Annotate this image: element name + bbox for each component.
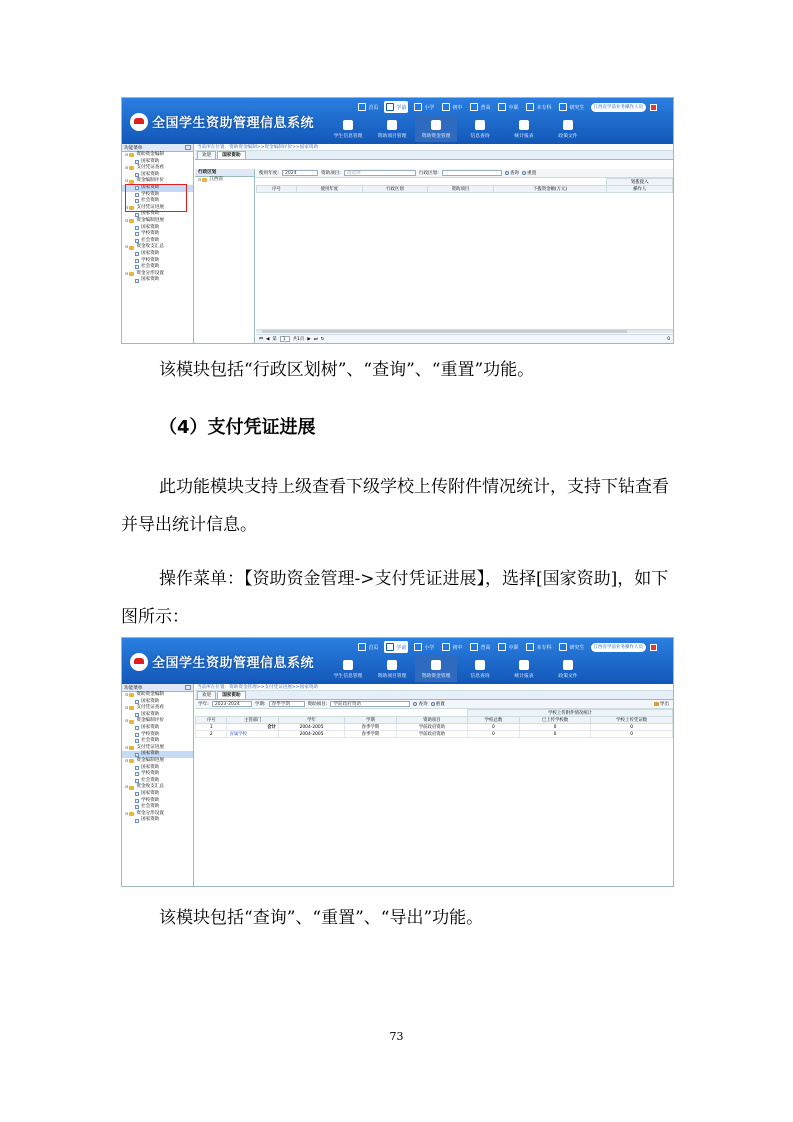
function-menu [122,144,194,343]
nav-preschool[interactable]: 学前 [384,641,408,653]
folder-icon [202,178,207,182]
level-nav [356,100,657,114]
scrollbar-thumb[interactable] [262,330,627,333]
paragraph-2: 此功能模块支持上级查看下级学校上传附件情况统计，支持下钻查看并导出统计信息。 [121,477,669,535]
search-doc-icon [475,120,485,130]
paragraph-4: 该模块包括“查询”、“重置”、“导出”功能。 [159,908,484,928]
folder-icon [129,219,134,223]
page-icon [135,232,139,236]
folder-icon [129,746,134,750]
role-select[interactable]: 江西省学前业务操作人员 [591,103,647,112]
folder-icon [129,786,134,790]
first-page-icon[interactable]: ⏮ [259,337,263,342]
page-icon [135,805,139,809]
menu-group[interactable]: ⊟ 资金分形设置 [122,811,193,818]
tab-bar [195,151,673,160]
menu-item[interactable]: 国家资助 [122,817,193,824]
col-header: 资助项目 [428,186,494,193]
app-logo [130,652,314,671]
page-icon [135,733,139,737]
menu-group[interactable]: ⊟ 资金分形设置 [122,271,193,278]
page-icon [135,713,139,717]
page-icon [135,700,139,704]
folder-icon [129,272,134,276]
menu-item[interactable]: 国家资助 [122,725,193,732]
year-select[interactable]: 2024 [282,170,318,176]
folder-icon [129,759,134,763]
graduation-cap-icon [526,643,534,651]
page-icon [135,213,139,217]
module-funds[interactable]: 资助资金管理 [415,656,457,682]
screenshot-fund-evaluation [121,97,674,344]
menu-item[interactable]: 国家资助 [122,277,193,284]
briefcase-icon [387,120,397,130]
table-row: 1 合计 2004-2005 春季学期 学前政府资助 0 0 0 [196,724,673,731]
module-policy[interactable]: 政策文件 [547,656,589,682]
page-icon [135,226,139,230]
menu-group[interactable]: ⊟ 支付凭证进展 [122,745,193,752]
module-project[interactable]: 资助项目管理 [371,116,413,142]
folder-icon [129,812,134,816]
menu-item[interactable]: 国家资助 [122,251,193,258]
col-header: 序号 [257,186,297,193]
page-icon [135,792,139,796]
col-header: 学校总数 [468,717,520,724]
col-header: 学期 [345,717,397,724]
page-icon [135,252,139,256]
menu-item[interactable]: 学校资助 [122,258,193,265]
menu-item[interactable]: 学校资助 [122,798,193,805]
page-icon [135,799,139,803]
page-icon [135,772,139,776]
collapse-icon[interactable] [185,685,191,690]
drilldown-link[interactable]: 省属学校 [227,731,279,738]
group-header: 学校上传附件情况统计 [468,710,673,717]
query-button[interactable]: 查询 [505,170,519,176]
collapse-icon[interactable] [185,145,191,150]
col-header: 使用年度 [297,186,363,193]
breadcrumb: 当前所在位置：资助资金编制>>资金编制评价>>国家资助 [195,144,673,151]
reset-button[interactable]: 重置 [431,701,445,707]
menu-item[interactable]: 国家资助 [122,211,193,218]
logout-button[interactable] [650,644,657,651]
nav-home[interactable]: 首页 [356,101,380,113]
menu-item-selected[interactable]: 国家资助 [122,751,193,758]
primary-icon [414,103,422,111]
page-icon [135,259,139,263]
module-reports[interactable]: 统计报表 [503,116,545,142]
module-reports[interactable]: 统计报表 [503,656,545,682]
menu-item[interactable]: 学校资助 [122,231,193,238]
menu-group[interactable]: ⊟ 资金编制评价 [122,718,193,725]
folder-icon [129,166,134,170]
tab-bar [195,691,673,700]
module-student-info[interactable]: 学生信息管理 [327,656,369,682]
filter-bar: 学年: 2023-2024 学期: 春季学期 资助项目: 学前政府资助 查询 重置 导出 [195,700,673,709]
menu-item[interactable]: 社会资助 [122,198,193,205]
nav-graduate[interactable]: 研究生 [557,641,586,653]
funds-icon [431,120,441,130]
paragraph-1: 该模块包括“行政区划树”、“查询”、“重置”功能。 [159,360,535,380]
menu-group[interactable]: ⊟ 资金收支汇总 [122,784,193,791]
high-school-icon [470,643,478,651]
highlight-annotation [125,184,187,212]
function-menu-header: 功能菜单 [122,684,193,692]
junior-icon [442,103,450,111]
high-school-icon [470,103,478,111]
students-icon [343,120,353,130]
menu-item[interactable]: 学校资助 [122,732,193,739]
nav-primary[interactable]: 小学 [412,101,436,113]
module-query[interactable]: 信息查询 [459,656,501,682]
pie-chart-icon [519,120,529,130]
page-input[interactable]: 1 [280,336,290,342]
region-tree-header: 行政区划 [195,169,254,177]
reset-button[interactable]: 重置 [522,170,536,176]
graduate-icon [559,103,567,111]
module-bar [327,656,589,682]
main-panel [195,684,673,886]
menu-item[interactable]: 学校资助 [122,771,193,778]
tab-national-aid[interactable]: 国家资助 [217,691,245,699]
primary-icon [414,643,422,651]
filter-bar: 使用年度: 2024 资助项目: 请选择 行政区划: 查询 重置 [256,169,673,178]
menu-group[interactable]: ⊟ 资金编制进展 [122,218,193,225]
menu-item-selected[interactable]: 国家资助 [122,185,193,192]
project-select[interactable]: 学前政府资助 [330,701,410,707]
edit-doc-icon [563,120,573,130]
menu-item[interactable]: 国家资助 [122,225,193,232]
menu-group[interactable]: ⊟ 资助资金编制 [122,152,193,159]
logout-button[interactable] [650,104,657,111]
export-button[interactable]: 导出 [654,701,669,707]
nav-junior[interactable]: 初中 [440,641,464,653]
menu-item[interactable]: 社会资助 [122,238,193,245]
function-menu [122,684,194,886]
app-logo [130,112,314,131]
folder-icon [129,693,134,697]
junior-icon [442,643,450,651]
table-row: 2 省属学校 2004-2005 春季学期 学前政府资助 0 0 0 [196,731,673,738]
col-header: 资助项目 [396,717,468,724]
menu-item[interactable]: 学校资助 [122,192,193,199]
nav-vocational[interactable]: 中职 [496,641,520,653]
menu-group[interactable]: ⊟ 资金收支汇总 [122,244,193,251]
module-funds[interactable]: 资助资金管理 [415,116,457,142]
app-title: 全国学生资助管理信息系统 [152,656,315,671]
module-student-info[interactable]: 学生信息管理 [327,116,369,142]
home-icon [358,103,366,111]
nav-preschool[interactable]: 学前 [384,101,408,113]
menu-group[interactable]: ⊟ 资金编制评价 [122,178,193,185]
briefcase-icon [387,660,397,670]
page-icon [135,766,139,770]
main-panel [195,144,673,343]
nav-undergrad[interactable]: 本专科 [524,641,553,653]
menu-item[interactable]: 国家资助 [122,765,193,772]
menu-group[interactable]: ⊟ 支付凭证查看 [122,705,193,712]
module-bar [327,116,589,142]
page-icon [135,753,139,757]
pager: ⏮ ◀ 第 1 共1页 ▶ ⏭ ↻ 0 [256,334,673,343]
horizontal-scrollbar[interactable] [256,329,673,333]
edit-doc-icon [563,660,573,670]
menu-item[interactable]: 社会资助 [122,738,193,745]
module-query[interactable]: 信息查询 [459,116,501,142]
menu-item[interactable]: 社会资助 [122,778,193,785]
tab-welcome[interactable]: 欢迎 [197,151,216,159]
col-header: 操作人 [607,186,673,193]
app-header [122,638,673,684]
search-doc-icon [475,660,485,670]
refresh-icon[interactable]: ↻ [320,336,325,342]
term-select[interactable]: 春季学期 [269,701,305,707]
query-button[interactable]: 查询 [413,701,427,707]
function-menu-header: 功能菜单 [122,144,193,152]
menu-item[interactable]: 国家资助 [122,791,193,798]
nav-vocational[interactable]: 中职 [496,101,520,113]
folder-icon [129,153,134,157]
record-count: 0 [667,336,670,342]
folder-icon [129,720,134,724]
page-icon [135,819,139,823]
col-header: 学年 [279,717,345,724]
region-input[interactable] [442,170,502,176]
students-icon [343,660,353,670]
prev-page-icon[interactable]: ◀ [265,336,270,342]
page-icon [135,160,139,164]
logo-emblem-icon [130,113,148,131]
export-icon [654,702,659,706]
menu-group[interactable]: ⊟ 支付凭证进展 [122,205,193,212]
page-icon [135,239,139,243]
graduate-icon [559,643,567,651]
col-header: 行政区划 [362,186,428,193]
screenshot-payment-progress [121,637,674,887]
result-table [195,709,673,738]
nav-primary[interactable]: 小学 [412,641,436,653]
paragraph-3: 操作菜单：【资助资金管理->支付凭证进展】，选择[国家资助]，如下图所示： [121,569,669,627]
region-tree-pane [195,169,255,343]
nav-junior[interactable]: 初中 [440,101,464,113]
nav-graduate[interactable]: 研究生 [557,101,586,113]
menu-item[interactable]: 社会资助 [122,804,193,811]
preschool-icon [386,643,394,651]
reset-icon [522,171,526,175]
tab-welcome[interactable]: 欢迎 [197,691,216,699]
nav-high[interactable]: 普高 [468,641,492,653]
reset-icon [431,702,435,706]
menu-group[interactable]: ⊟ 资金编制进展 [122,758,193,765]
col-header: 主管部门 [227,717,279,724]
role-select[interactable]: 江西省学前业务操作人员 [591,643,647,652]
page-icon [135,265,139,269]
search-icon [505,171,509,175]
page-icon [135,173,139,177]
menu-group[interactable]: ⊟ 支付凭证查看 [122,165,193,172]
page-number: 73 [389,1030,404,1043]
vocational-icon [498,103,506,111]
page-icon [135,739,139,743]
graduation-cap-icon [526,103,534,111]
col-header: 下拨资金额(万元) [493,186,607,193]
logo-emblem-icon [130,653,148,671]
menu-group[interactable]: ⊟ 资助资金编制 [122,692,193,699]
app-header [122,98,673,144]
module-policy[interactable]: 政策文件 [547,116,589,142]
pie-chart-icon [519,660,529,670]
menu-item[interactable]: 国家资助 [122,699,193,706]
vocational-icon [498,643,506,651]
home-icon [358,643,366,651]
level-nav [356,640,657,654]
folder-icon [129,706,134,710]
page-icon [135,279,139,283]
next-page-icon[interactable]: ▶ [307,336,311,342]
nav-high[interactable]: 普高 [468,101,492,113]
tab-national-aid[interactable]: 国家资助 [217,151,245,159]
funds-icon [431,660,441,670]
preschool-icon [386,103,394,111]
col-header: 学校上传凭证数 [591,717,673,724]
menu-item[interactable]: 社会资助 [122,264,193,271]
col-header: 序号 [196,717,227,724]
group-header: 划拨拨入 [607,179,673,186]
school-year-select[interactable]: 2023-2024 [212,701,252,707]
page-icon [135,779,139,783]
menu-item[interactable]: 国家资助 [122,172,193,179]
grid-pane [256,169,673,343]
search-icon [413,702,417,706]
menu-item[interactable]: 国家资助 [122,159,193,166]
last-page-icon[interactable]: ⏭ [313,337,318,342]
section-heading: （4）支付凭证进展 [159,417,316,438]
nav-home[interactable]: 首页 [356,641,380,653]
menu-item[interactable]: 国家资助 [122,712,193,719]
page-icon [135,726,139,730]
result-table [256,178,673,193]
nav-undergrad[interactable]: 本专科 [524,101,553,113]
project-select[interactable]: 请选择 [344,170,416,176]
folder-icon [129,246,134,250]
app-title: 全国学生资助管理信息系统 [152,116,315,131]
module-project[interactable]: 资助项目管理 [371,656,413,682]
breadcrumb: 当前所在位置：资助资金管理>>支付凭证进展>>国家资助 [195,684,673,691]
col-header: 已上传学校数 [519,717,591,724]
region-tree-root[interactable]: ⊟ 江西省 [195,177,254,184]
